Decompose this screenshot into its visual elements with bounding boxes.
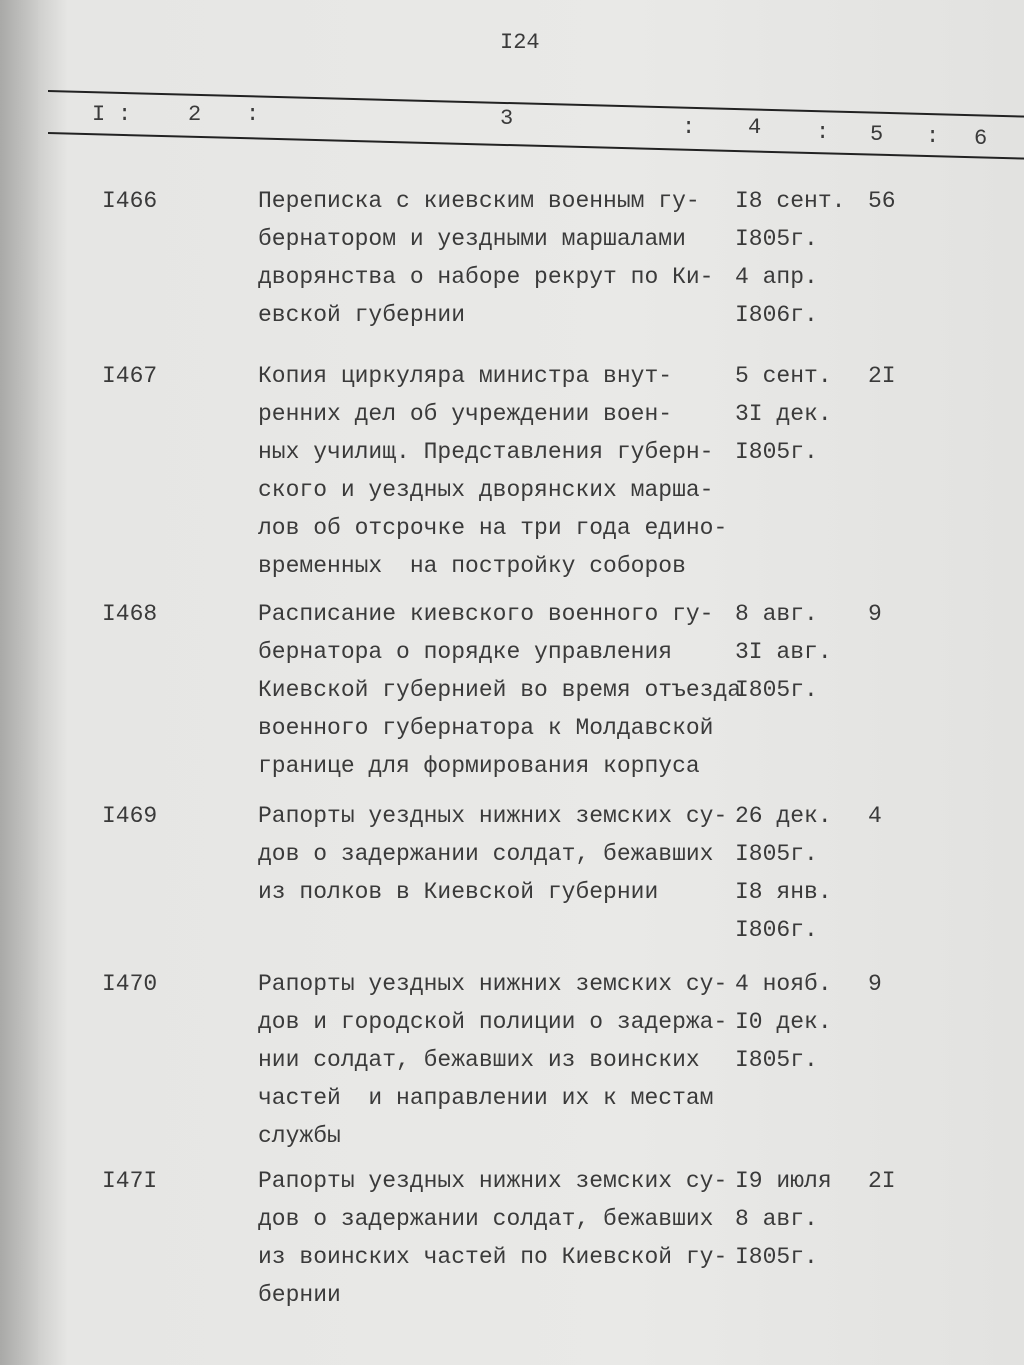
- date-line: 3I авг.: [735, 639, 832, 665]
- column-separator: :: [816, 120, 830, 145]
- description-line: бернатором и уездными маршалами: [258, 226, 686, 252]
- date-line: I806г.: [735, 917, 818, 943]
- entry-number: I469: [102, 803, 158, 829]
- column-header-2: 2: [188, 102, 202, 127]
- description-line: Переписка с киевским военным гу-: [258, 188, 700, 214]
- date-line: I805г.: [735, 841, 818, 867]
- entry-sheet-count: 9: [868, 601, 882, 627]
- description-line: дов о задержании солдат, бежавших: [258, 1206, 714, 1232]
- column-header-3: 3: [500, 106, 514, 131]
- column-separator: :: [118, 102, 132, 127]
- description-line: бернатора о порядке управления: [258, 639, 673, 665]
- entry-description: [258, 357, 727, 585]
- entry-description: [258, 797, 727, 911]
- entry-sheet-count: 4: [868, 803, 882, 829]
- entry-description: [258, 965, 727, 1155]
- column-separator: :: [246, 102, 260, 127]
- description-line: дов о задержании солдат, бежавших: [258, 841, 714, 867]
- description-line: Рапорты уездных нижних земских су-: [258, 1168, 728, 1194]
- description-line: ренних дел об учреждении воен-: [258, 401, 673, 427]
- description-line: бернии: [258, 1282, 341, 1308]
- column-separator: :: [682, 115, 696, 140]
- column-separator: :: [926, 124, 940, 149]
- date-line: I805г.: [735, 1047, 818, 1073]
- description-line: из полков в Киевской губернии: [258, 879, 659, 905]
- description-line: службы: [258, 1123, 341, 1149]
- entry-sheet-count: 2I: [868, 363, 896, 389]
- date-line: I805г.: [735, 677, 818, 703]
- date-line: 26 дек.: [735, 803, 832, 829]
- description-line: из воинских частей по Киевской гу-: [258, 1244, 728, 1270]
- description-line: Рапорты уездных нижних земских су-: [258, 971, 728, 997]
- entry-number: I467: [102, 363, 158, 389]
- description-line: нии солдат, бежавших из воинских: [258, 1047, 700, 1073]
- description-line: Рапорты уездных нижних земских су-: [258, 803, 728, 829]
- date-line: 3I дек.: [735, 401, 832, 427]
- description-line: границе для формирования корпуса: [258, 753, 700, 779]
- entry-description: [258, 595, 741, 785]
- column-header-4: 4: [748, 115, 762, 140]
- column-header-5: 5: [870, 122, 884, 147]
- description-line: временных на постройку соборов: [258, 553, 686, 579]
- description-line: евской губернии: [258, 302, 466, 328]
- description-line: ского и уездных дворянских марша-: [258, 477, 714, 503]
- entry-number: I470: [102, 971, 158, 997]
- entry-dates: [735, 357, 832, 471]
- date-line: I9 июля: [735, 1168, 832, 1194]
- date-line: 4 нояб.: [735, 971, 832, 997]
- date-line: I0 дек.: [735, 1009, 832, 1035]
- date-line: 8 авг.: [735, 601, 818, 627]
- entry-dates: [735, 595, 832, 709]
- description-line: ных училищ. Представления губерн-: [258, 439, 714, 465]
- column-header-1: I: [92, 102, 106, 127]
- date-line: I806г.: [735, 302, 818, 328]
- entry-dates: [735, 797, 832, 949]
- description-line: Копия циркуляра министра внут-: [258, 363, 673, 389]
- entry-number: I47I: [102, 1168, 158, 1194]
- page-number: I24: [500, 30, 540, 55]
- date-line: I8 янв.: [735, 879, 832, 905]
- entry-dates: [735, 965, 832, 1079]
- binding-shadow: [0, 0, 40, 1365]
- entry-dates: [735, 1162, 832, 1276]
- entry-number: I466: [102, 188, 158, 214]
- description-line: Расписание киевского военного гу-: [258, 601, 714, 627]
- date-line: I8 сент.: [735, 188, 846, 214]
- entry-number: I468: [102, 601, 158, 627]
- column-header-6: 6: [974, 126, 988, 151]
- date-line: 4 апр.: [735, 264, 818, 290]
- description-line: Киевской губернией во время отъезда: [258, 677, 742, 703]
- date-line: I805г.: [735, 1244, 818, 1270]
- description-line: дов и городской полиции о задержа-: [258, 1009, 728, 1035]
- entry-sheet-count: 9: [868, 971, 882, 997]
- description-line: дворянства о наборе рекрут по Ки-: [258, 264, 714, 290]
- entry-description: [258, 1162, 727, 1314]
- date-line: 8 авг.: [735, 1206, 818, 1232]
- description-line: лов об отсрочке на три года едино-: [258, 515, 728, 541]
- date-line: 5 сент.: [735, 363, 832, 389]
- entry-sheet-count: 2I: [868, 1168, 896, 1194]
- entry-dates: [735, 182, 845, 334]
- description-line: частей и направлении их к местам: [258, 1085, 714, 1111]
- date-line: I805г.: [735, 226, 818, 252]
- description-line: военного губернатора к Молдавской: [258, 715, 714, 741]
- entry-sheet-count: 56: [868, 188, 896, 214]
- date-line: I805г.: [735, 439, 818, 465]
- entry-description: [258, 182, 713, 334]
